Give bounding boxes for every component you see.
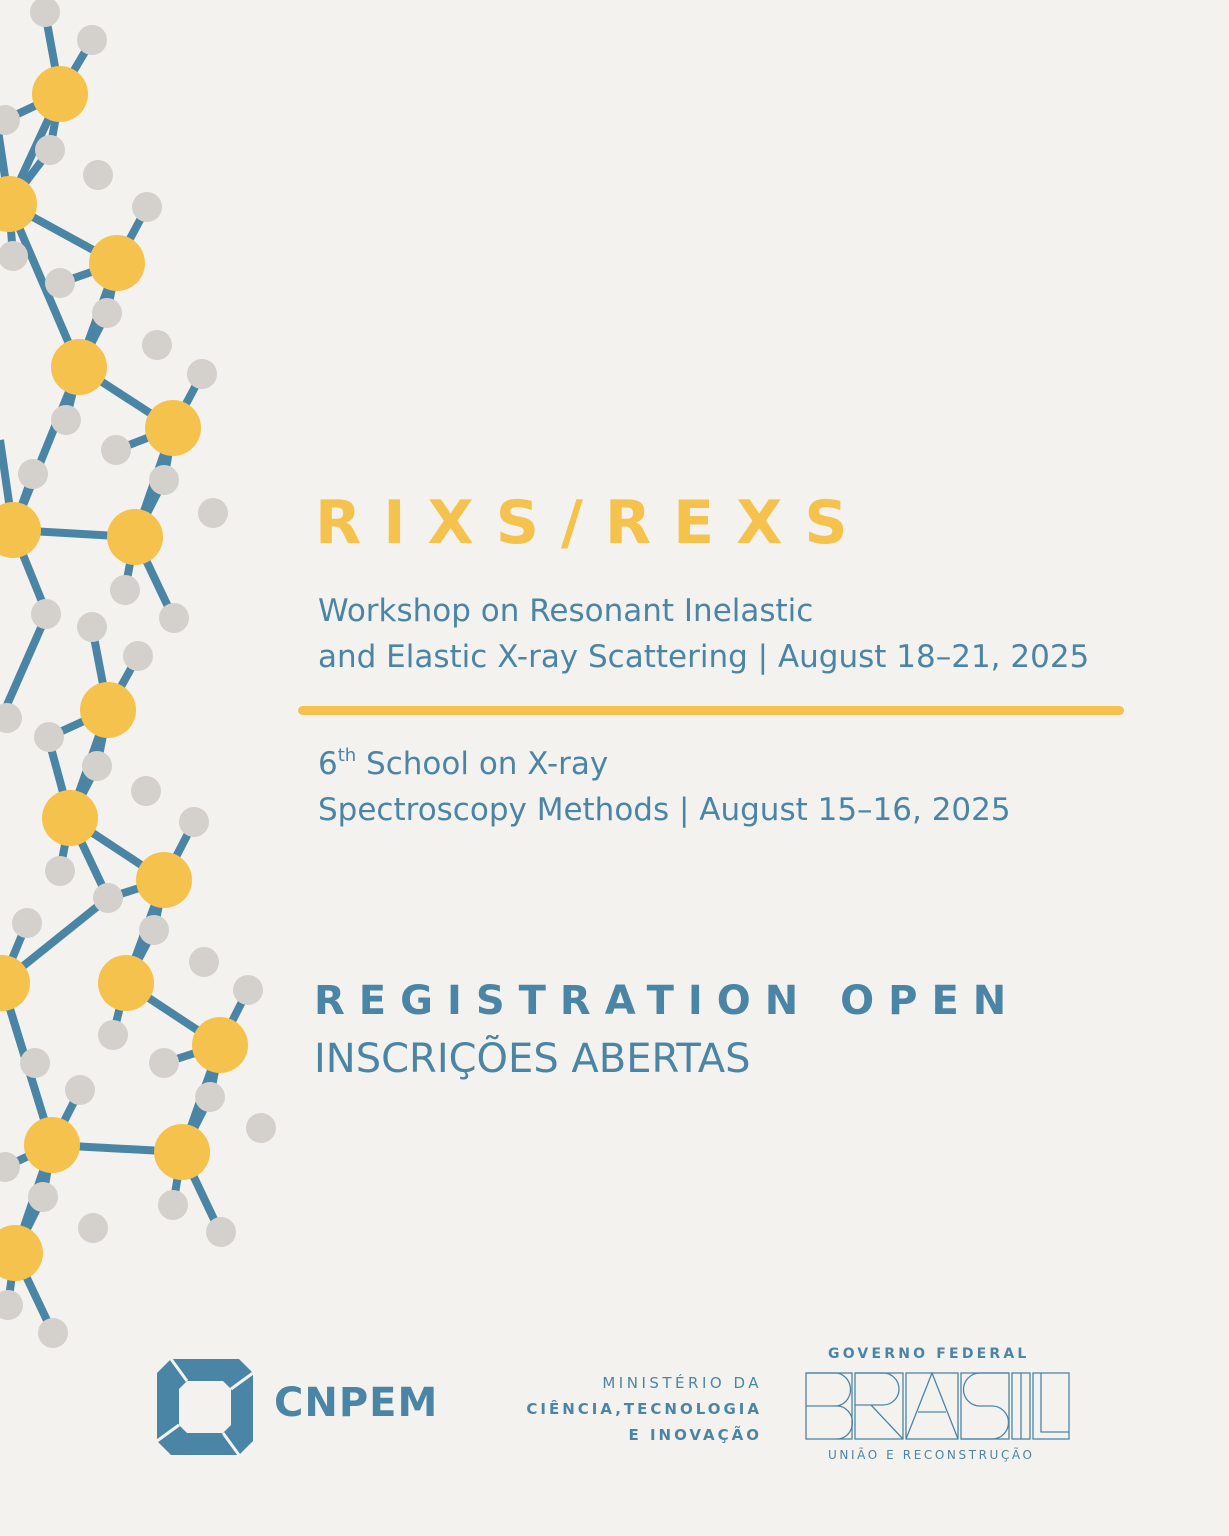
molecule-large-atom [136, 852, 192, 908]
molecule-small-atom [98, 1020, 128, 1050]
school-description [318, 741, 1011, 833]
molecule-bond [3, 614, 47, 714]
molecule-small-atom [179, 807, 209, 837]
cnpem-wordmark: CNPEM [274, 1380, 439, 1426]
molecule-small-atom [187, 359, 217, 389]
molecule-small-atom [45, 268, 75, 298]
molecule-small-atom [198, 498, 228, 528]
molecule-small-atom [45, 856, 75, 886]
molecule-large-atom [42, 790, 98, 846]
molecule-small-atom [131, 776, 161, 806]
molecule-small-atom [132, 192, 162, 222]
workshop-description [318, 588, 1089, 680]
molecule-large-atom [24, 1117, 80, 1173]
molecule-small-atom [233, 975, 263, 1005]
molecule-small-atom [101, 435, 131, 465]
molecule-small-atom [149, 465, 179, 495]
molecule-large-atom [80, 682, 136, 738]
molecule-small-atom [0, 1152, 20, 1182]
divider [298, 706, 1124, 715]
school-line-2: Spectroscopy Methods | August 15–16, 2025 [318, 792, 1011, 828]
molecule-large-atom [192, 1017, 248, 1073]
ministry-line-2: CIÊNCIA,TECNOLOGIA [526, 1400, 762, 1418]
molecule-small-atom [31, 599, 61, 629]
school-line-1 [318, 741, 1011, 787]
cnpem-logo-icon [157, 1359, 253, 1455]
molecule-large-atom [107, 509, 163, 565]
molecule-small-atom [28, 1182, 58, 1212]
brasil-wordmark-icon [805, 1372, 1070, 1440]
molecule-large-atom [0, 1225, 43, 1281]
molecule-small-atom [123, 641, 153, 671]
molecule-small-atom [195, 1082, 225, 1112]
molecule-small-atom [0, 105, 20, 135]
molecule-small-atom [159, 603, 189, 633]
gov-slogan: UNIÃO E RECONSTRUÇÃO [828, 1448, 1035, 1462]
molecule-small-atom [83, 160, 113, 190]
molecule-small-atom [158, 1190, 188, 1220]
molecule-small-atom [246, 1113, 276, 1143]
school-ordinal: 6 [318, 746, 338, 782]
registration-open-pt: INSCRIÇÕES ABERTAS [314, 1036, 751, 1082]
molecule-large-atom [89, 235, 145, 291]
registration-open-en: REGISTRATION OPEN [314, 978, 1021, 1024]
molecule-large-atom [145, 400, 201, 456]
ministry-line-3: E INOVAÇÃO [628, 1426, 762, 1444]
molecule-small-atom [34, 722, 64, 752]
molecule-large-atom [98, 955, 154, 1011]
molecule-small-atom [142, 330, 172, 360]
ministry-logo-text [480, 1370, 762, 1448]
molecule-small-atom [30, 0, 60, 27]
molecule-small-atom [92, 298, 122, 328]
molecule-small-atom [77, 612, 107, 642]
molecule-small-atom [51, 405, 81, 435]
molecule-large-atom [154, 1124, 210, 1180]
ministry-line-1: MINISTÉRIO DA [602, 1374, 762, 1392]
molecule-small-atom [139, 915, 169, 945]
molecule-small-atom [82, 751, 112, 781]
molecule-small-atom [189, 947, 219, 977]
molecule-chains-decoration [0, 0, 300, 1380]
molecule-small-atom [35, 135, 65, 165]
school-ordinal-suffix: th [337, 745, 357, 766]
molecule-small-atom [0, 1290, 23, 1320]
molecule-large-atom [0, 502, 41, 558]
molecule-small-atom [65, 1075, 95, 1105]
workshop-line-1: Workshop on Resonant Inelastic [318, 593, 814, 629]
molecule-small-atom [93, 883, 123, 913]
molecule-small-atom [20, 1048, 50, 1078]
molecule-small-atom [12, 908, 42, 938]
event-title: RIXS/REXS [315, 488, 870, 558]
gov-federal-label: GOVERNO FEDERAL [828, 1346, 1030, 1362]
molecule-large-atom [51, 339, 107, 395]
molecule-small-atom [110, 575, 140, 605]
molecule-small-atom [206, 1217, 236, 1247]
molecule-small-atom [77, 25, 107, 55]
molecule-small-atom [0, 703, 22, 733]
molecule-large-atom [0, 176, 37, 232]
school-line-1-rest: School on X-ray [356, 746, 609, 782]
workshop-line-2: and Elastic X-ray Scattering | August 18–21, 2025 [318, 639, 1090, 675]
molecule-large-atom [32, 66, 88, 122]
footer-logos [0, 1340, 1229, 1480]
molecule-small-atom [18, 459, 48, 489]
molecule-small-atom [149, 1048, 179, 1078]
molecule-small-atom [78, 1213, 108, 1243]
